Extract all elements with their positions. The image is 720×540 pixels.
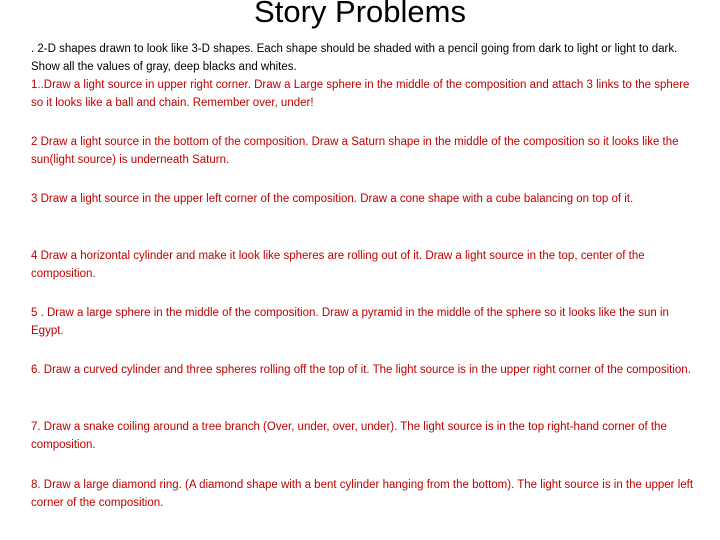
problem-4: 4 Draw a horizontal cylinder and make it look like spheres are rolling out of it. Draw a light source in the top, center of the composition. <box>31 250 645 280</box>
problem-1: 1..Draw a light source in upper right corner. Draw a Large sphere in the middle of the composition and attach 3 links to the sphere so it looks like a ball and chain. Remember over, under! <box>31 79 690 109</box>
problem-3: 3 Draw a light source in the upper left corner of the composition. Draw a cone shape with a cube balancing on top of it. <box>31 193 634 205</box>
page-title: Story Problems <box>254 0 466 29</box>
problem-2: 2 Draw a light source in the bottom of the composition. Draw a Saturn shape in the middle of the composition so it looks like the sun(light source) is underneath Saturn. <box>31 136 679 166</box>
problem-7: 7. Draw a snake coiling around a tree branch (Over, under, over, under). The light source is in the top right-hand corner of the composition. <box>31 421 667 451</box>
problem-5: 5 . Draw a large sphere in the middle of the composition. Draw a pyramid in the middle of the sphere so it looks like the sun in Egypt. <box>31 307 669 337</box>
intro-text: . 2-D shapes drawn to look like 3-D shapes. Each shape should be shaded with a pencil going from dark to light or light to dark. Show all the values of gray, deep blacks and whites. <box>31 43 678 73</box>
problem-8: 8. Draw a large diamond ring. (A diamond shape with a bent cylinder hanging from the bottom). The light source is in the upper left corner of the composition. <box>31 479 694 509</box>
problem-6: 6. Draw a curved cylinder and three spheres rolling off the top of it. The light source is in the upper right corner of the composition. <box>31 364 691 376</box>
